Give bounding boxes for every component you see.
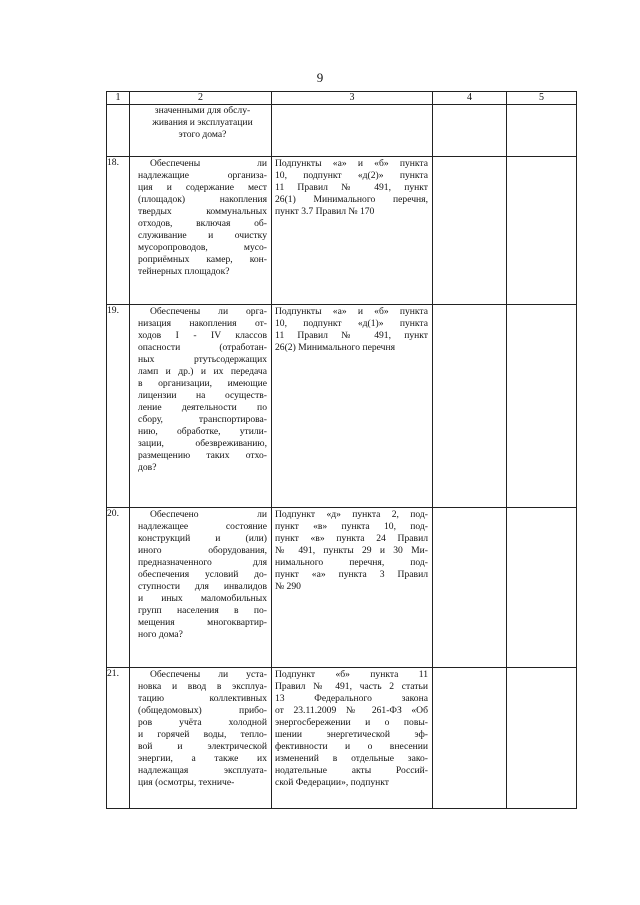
col4-cell [433,105,507,157]
reference-line: нимального перечня, под- [275,557,428,568]
question-cell [130,508,272,668]
question-line: низация накопления от- [138,318,267,329]
reference-text [272,508,432,593]
question-line: зации, обезвреживанию, [138,438,267,449]
row-number-cell: 21. [107,668,130,809]
question-cell [130,157,272,305]
question-line: вой и электрической [138,741,267,752]
question-line: лицензии на осуществ- [138,390,267,401]
reference-cell [272,508,433,668]
reference-line: от 23.11.2009 № 261-ФЗ «Об [275,705,428,716]
question-line: обеспечения условий до- [138,569,267,580]
question-line: надлежащие организа- [138,170,267,181]
question-text [130,305,271,474]
col5-cell [507,668,577,809]
question-line: (площадок) накопления [138,194,267,205]
reference-line: Подпункты «а» и «б» пункта [275,306,428,317]
checklist-table [106,91,577,809]
reference-cell [272,668,433,809]
col4-cell [433,508,507,668]
question-line: ров учёта холодной [138,717,267,728]
reference-line: Подпункт «д» пункта 2, под- [275,509,428,520]
question-text [130,157,271,278]
question-line: живания и эксплуатации [152,117,253,128]
reference-line: пункт «в» пункта 24 Правил [275,533,428,544]
continuation-row [107,105,577,157]
question-line: иного оборудования, [138,545,267,556]
question-line: энергии, а также их [138,753,267,764]
reference-line: 13 Федерального закона [275,693,428,704]
question-line: тейнерных площадок? [138,266,230,277]
reference-line: 11 Правил № 491, пункт [275,330,428,341]
reference-cell [272,105,433,157]
question-line: ходов I - IV классов [138,330,267,341]
reference-line: ской Федерации», подпункт [275,777,389,788]
reference-line: Подпункт «б» пункта 11 [275,669,428,680]
question-line: дов? [138,462,157,473]
row-number-cell: 19. [107,305,130,508]
question-line: этого дома? [178,129,227,140]
question-line: ламп и др.) и их передача [138,366,267,377]
reference-line: фективности и о внесении [275,741,428,752]
question-text [130,105,271,141]
header-cell-1: 1 [107,92,130,105]
reference-line: 10, подпункт «д(2)» пункта [275,170,428,181]
header-cell-2: 2 [130,92,272,105]
question-line: и иных маломобильных [138,593,267,604]
question-line: новка и ввод в эксплуа- [138,681,267,692]
reference-line: пункт 3.7 Правил № 170 [275,206,375,217]
question-line: нию, обработке, утили- [138,426,267,437]
table-row [107,668,577,809]
question-line: ция (осмотры, техниче- [138,777,235,788]
reference-line: изменений в отдельные зако- [275,753,428,764]
question-line: ного дома? [138,629,183,640]
reference-text [272,668,432,789]
reference-line: № 290 [275,581,301,592]
col5-cell [507,105,577,157]
header-cell-4: 4 [433,92,507,105]
col5-cell [507,508,577,668]
question-line: твердых коммунальных [138,206,267,217]
question-text [130,668,271,789]
question-line: роприёмных камер, кон- [138,254,267,265]
question-cell [130,668,272,809]
reference-line: 11 Правил № 491, пункт [275,182,428,193]
question-line: надлежащая эксплуата- [138,765,267,776]
reference-cell [272,157,433,305]
reference-cell [272,305,433,508]
col4-cell [433,305,507,508]
page-number: 9 [316,70,324,85]
question-line: Обеспечены ли [150,158,267,169]
question-line: и горячей воды, тепло- [138,729,267,740]
question-line: ных ртутьсодержащих [138,354,267,365]
reference-line: шении энергетической эф- [275,729,428,740]
question-line: групп населения в по- [138,605,267,616]
question-line: отходов, включая об- [138,218,267,229]
table-row [107,508,577,668]
question-line: мусоропроводов, мусо- [138,242,267,253]
question-line: в организации, имеющие [138,378,267,389]
question-line: ция и содержание мест [138,182,267,193]
question-line: значенными для обслу- [154,105,251,116]
question-line: (общедомовых) прибо- [138,705,267,716]
question-line: Обеспечены ли уста- [150,669,267,680]
question-line: Обеспечено ли [150,509,267,520]
reference-line: энергосбережении и о повы- [275,717,428,728]
col4-cell [433,668,507,809]
row-number-cell: 18. [107,157,130,305]
question-line: надлежащее состояние [138,521,267,532]
row-number-cell: 20. [107,508,130,668]
question-line: Обеспечены ли орга- [150,306,267,317]
table-row [107,157,577,305]
col5-cell [507,157,577,305]
question-line: ление деятельности по [138,402,267,413]
col5-cell [507,305,577,508]
reference-line: 26(2) Минимального перечня [275,342,396,353]
reference-line: пункт «а» пункта 3 Правил [275,569,428,580]
reference-text [272,157,432,218]
question-cell [130,105,272,157]
header-cell-3: 3 [272,92,433,105]
question-line: предназначенного для [138,557,267,568]
table-header-row [107,92,577,105]
reference-line: Подпункты «а» и «б» пункта [275,158,428,169]
table-row [107,305,577,508]
header-cell-5: 5 [507,92,577,105]
question-line: конструкций и (или) [138,533,267,544]
reference-line: 26(1) Минимального перечня, [275,194,428,205]
row-number-cell [107,105,130,157]
question-text [130,508,271,641]
question-line: мещения многоквартир- [138,617,267,628]
reference-text [272,305,432,354]
reference-line: 10, подпункт «д(1)» пункта [275,318,428,329]
reference-line: пункт «в» пункта 10, под- [275,521,428,532]
question-line: опасности (отработан- [138,342,267,353]
question-line: тацию коллективных [138,693,267,704]
reference-line: нодательные акты Россий- [275,765,428,776]
question-line: сбору, транспортирова- [138,414,267,425]
reference-line: № 491, пункты 29 и 30 Ми- [275,545,428,556]
question-line: служивание и очистку [138,230,267,241]
col4-cell [433,157,507,305]
question-cell [130,305,272,508]
question-line: размещению таких отхо- [138,450,267,461]
question-line: ступности для инвалидов [138,581,267,592]
reference-line: Правил № 491, часть 2 статьи [275,681,428,692]
